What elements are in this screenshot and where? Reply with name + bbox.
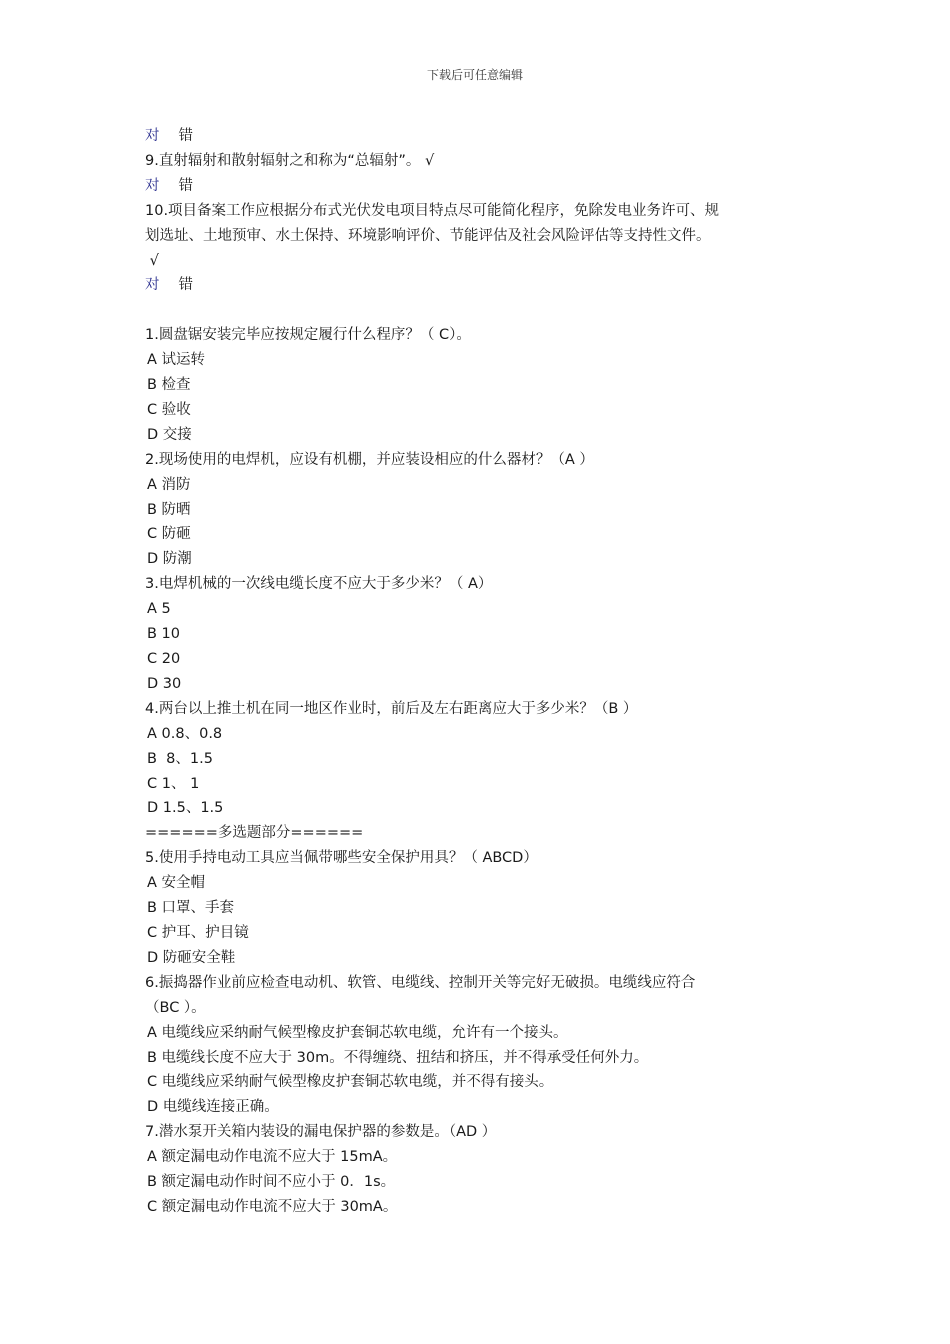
option-b: B 防晒: [147, 501, 191, 518]
question-2: 2.现场使用的电焊机，应设有机棚，并应装设相应的什么器材？（A ）: [145, 451, 594, 468]
option-b: B 8、1.5: [147, 750, 213, 767]
option-c: C 验收: [147, 401, 191, 418]
option-a: A 试运转: [147, 352, 206, 369]
option-b: B 电缆线长度不应大于 30m。不得缠绕、扭结和挤压，并不得承受任何外力。: [147, 1049, 649, 1066]
question-5: 5.使用手持电动工具应当佩带哪些安全保护用具？（ ABCD）: [145, 850, 538, 867]
question-1: 1.圆盘锯安装完毕应按规定履行什么程序？（ C）。: [145, 327, 471, 344]
question-9: 9.直射辐射和散射辐射之和称为“总辐射”。 √: [145, 152, 435, 169]
section-divider: ======多选题部分======: [145, 825, 364, 842]
true-option[interactable]: 对: [145, 277, 160, 294]
page-header: 下载后可任意编辑: [426, 68, 523, 82]
question-10-line: 划选址、土地预审、水土保持、环境影响评价、节能评估及社会风险评估等支持性文件。: [145, 227, 711, 244]
false-option[interactable]: 错: [178, 128, 193, 144]
option-b: B 检查: [147, 377, 191, 394]
option-d: D 电缆线连接正确。: [147, 1099, 279, 1116]
option-d: D 1.5、1.5: [147, 800, 224, 817]
true-false-row: [145, 174, 815, 199]
question-7: 7.潜水泵开关箱内装设的漏电保护器的参数是。（AD ）: [145, 1124, 497, 1141]
option-c: C 电缆线应采纳耐气候型橡皮护套铜芯软电缆，并不得有接头。: [147, 1074, 554, 1091]
option-c: C 护耳、护目镜: [147, 924, 249, 941]
option-b: B 10: [147, 626, 181, 643]
option-d: D 防砸安全鞋: [147, 949, 236, 966]
question-10-line: 10.项目备案工作应根据分布式光伏发电项目特点尽可能简化程序，免除发电业务许可、规: [145, 202, 720, 219]
option-d: D 交接: [147, 426, 192, 443]
true-false-row: [145, 124, 815, 149]
true-false-row: [145, 273, 815, 298]
blank-line: [145, 298, 815, 323]
option-b: B 额定漏电动作时间不应小于 0．1s。: [147, 1174, 396, 1191]
option-a: A 安全帽: [147, 875, 206, 892]
question-3: 3.电焊机械的一次线电缆长度不应大于多少米？（ A）: [145, 576, 493, 593]
question-4: 4.两台以上推土机在同一地区作业时，前后及左右距离应大于多少米？（B ）: [145, 700, 638, 717]
question-6-line: 6.振捣器作业前应检查电动机、软管、电缆线、控制开关等完好无破损。电缆线应符合: [145, 974, 696, 991]
option-a: A 额定漏电动作电流不应大于 15mA。: [147, 1149, 398, 1166]
option-a: A 电缆线应采纳耐气候型橡皮护套铜芯软电缆，允许有一个接头。: [147, 1024, 568, 1041]
question-10-line: √: [145, 252, 159, 269]
option-c: C 防砸: [147, 526, 191, 543]
option-c: C 1、 1: [147, 775, 200, 792]
document-body: [145, 124, 815, 1220]
question-6-line: （BC ）。: [145, 999, 206, 1016]
true-option[interactable]: 对: [145, 177, 160, 194]
option-d: D 防潮: [147, 551, 192, 568]
option-a: A 5: [147, 601, 171, 618]
option-c: C 20: [147, 651, 181, 668]
option-d: D 30: [147, 675, 182, 692]
option-a: A 消防: [147, 476, 191, 493]
true-option[interactable]: 对: [145, 128, 160, 144]
option-c: C 额定漏电动作电流不应大于 30mA。: [147, 1198, 398, 1215]
false-option[interactable]: 错: [178, 277, 193, 294]
option-b: B 口罩、手套: [147, 900, 235, 917]
option-a: A 0.8、0.8: [147, 725, 223, 742]
false-option[interactable]: 错: [178, 177, 193, 194]
